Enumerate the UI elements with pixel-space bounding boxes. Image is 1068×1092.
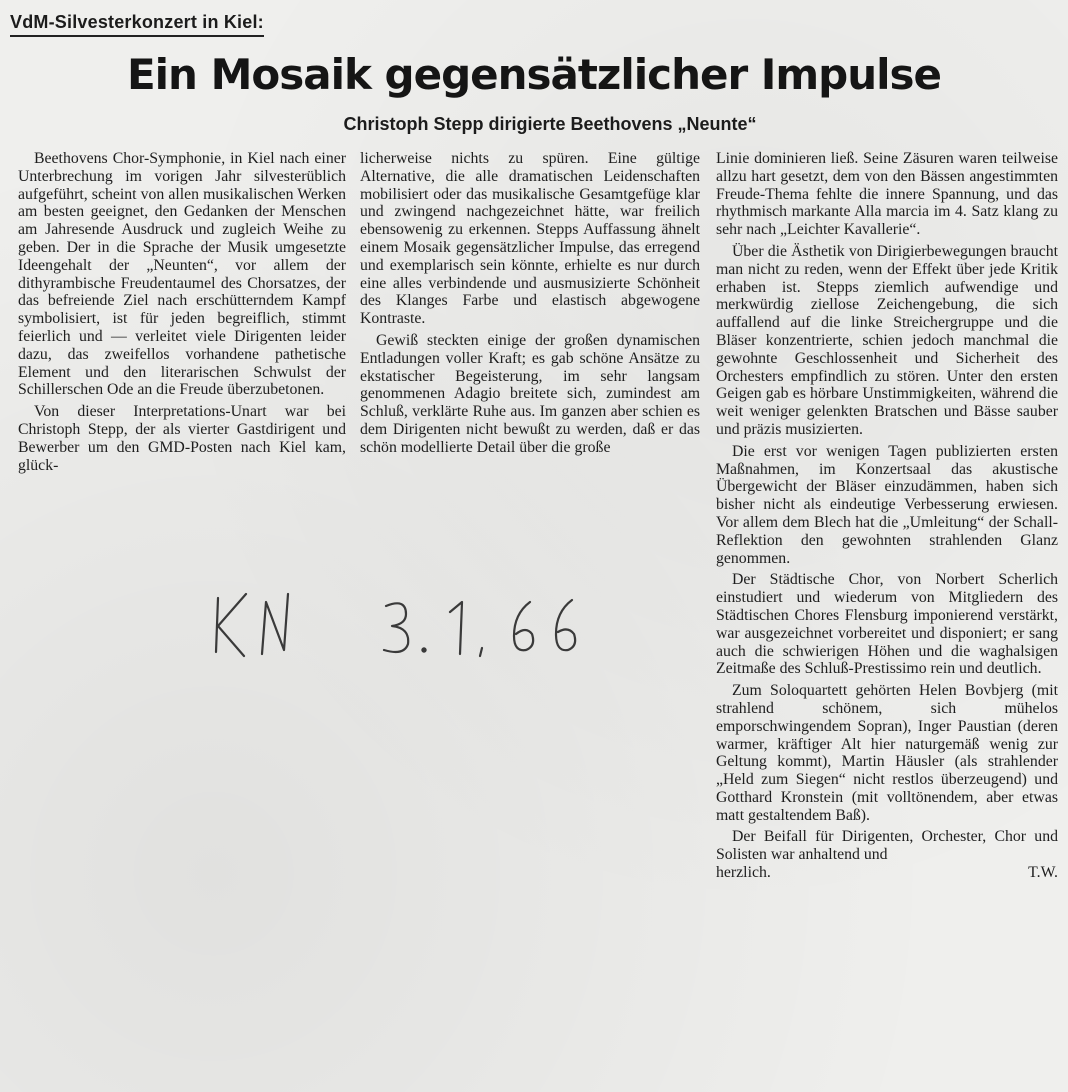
paragraph: Von dieser Interpretations-Unart war bei Christoph Stepp, der als vierter Gastdirigent und Bewerber um den GMD-Posten nach Kiel kam, glück- xyxy=(18,403,346,474)
kicker: VdM-Silvesterkonzert in Kiel: xyxy=(10,12,264,37)
paragraph: Zum Soloquartett gehörten Helen Bovbjerg (mit strahlend schönem, sich mühelos emporschwingendem Sopran), Inger Paustian (deren warmer, kräftiger Alt hier naturgemäß wenig zur Geltung kommt), Martin Häusler (als strahlender „Held zum Siegen“ nicht restlos überzeugend) und Gotthard Kronstein (mit volltönendem, aber etwas matt gestaltendem Baß). xyxy=(716,682,1058,824)
article-column-3 xyxy=(716,150,1058,882)
article-column-1 xyxy=(18,150,346,478)
article-column-2 xyxy=(360,150,700,461)
paragraph: Der Beifall für Dirigenten, Orchester, Chor und Solisten war anhaltend und xyxy=(716,828,1058,864)
paragraph: Die erst vor wenigen Tagen publizierten ersten Maßnahmen, im Konzertsaal das akustische Übergewicht der Bläser einzudämmen, haben sich bisher nicht als eindeutige Verbesserung erwiesen. Vor allem dem Blech hat die „Umleitung“ der Schall-Reflektion den gewohnten strahlenden Glanz genommen. xyxy=(716,442,1058,567)
closing-line xyxy=(716,864,1058,882)
paragraph: Beethovens Chor-Symphonie, in Kiel nach einer Unterbrechung im vorigen Jahr silvesterüblich aufgeführt, scheint von allen musikalischen Werken am besten geeignet, den Gedanken der Menschen am Jahresende Ausdruck und zugleich Weihe zu geben. Der in die Sprache der Musik umgesetzte Ideengehalt der „Neunten“, vor allem der dithyrambische Freudentaumel des Chorsatzes, der das befreiende Ziel nach erschütterndem Kampf symbolisiert, ist für jeden begreiflich, stimmt feierlich und — verleitet viele Dirigenten leider dazu, das zweifellos vorhandene pathetische Element und den literarischen Schwulst der Schillerschen Ode an die Freude überzubetonen. xyxy=(18,150,346,399)
paragraph: Der Städtische Chor, von Norbert Scherlich einstudiert und wiederum von Mitgliedern des Städtischen Chores Flensburg imponierend verstärkt, war ausgezeichnet vorbereitet und disponiert; er sang auch die schwierigen Höhen und die waghalsigen Zeitmaße des Schluß-Prestissimo rein und deutlich. xyxy=(716,571,1058,678)
headline: Ein Mosaik gegensätzlicher Impulse xyxy=(126,50,942,99)
paragraph: Über die Ästhetik von Dirigierbewegungen braucht man nicht zu reden, wenn der Effekt über jede Kritik erhaben ist. Stepps ziemlich aufwendige und merkwürdig ziellose Zeichengebung, die sich auffallend auf die linke Streichergruppe und die Bläser konzentrierte, schien jedoch manchmal die gewohnte Geschlossenheit und Sicherheit des Orchesters empfindlich zu stören. Unter den ersten Geigen gab es hörbare Unstimmigkeiten, während die weit weniger gelenkten Bratschen und Bässe sauber und präzis musizierten. xyxy=(716,242,1058,438)
paragraph: Linie dominieren ließ. Seine Zäsuren waren teilweise allzu hart gesetzt, dem von den Bässen angestimmten Freude-Thema fehlte die innere Spannung, und das rhythmisch markante Alla marcia im 4. Satz klang zu sehr nach „Leichter Kavallerie“. xyxy=(716,150,1058,239)
author-signature: T.W. xyxy=(1028,864,1058,882)
paragraph: licherweise nichts zu spüren. Eine gültige Alternative, die alle dramatischen Leidenschaften mobilisiert oder das musikalische Gesamtgefüge klar und zwingend nachgezeichnet hätte, war freilich ebensowenig zu erkennen. Stepps Auffassung ähnelt einem Mosaik gegensätzlicher Impulse, das erregend und exemplarisch sein könnte, erhielte es nur durch eine alles verbindende und ausmusizierte Schönheit des Klanges Farbe und elastisch abgewogene Kontraste. xyxy=(360,150,700,328)
closing-word: herzlich. xyxy=(716,864,771,882)
handwritten-date-note xyxy=(200,580,600,670)
subheadline: Christoph Stepp dirigierte Beethovens „Neunte“ xyxy=(343,114,757,134)
paragraph: Gewiß steckten einige der großen dynamischen Entladungen voller Kraft; es gab schöne Ansätze zu ekstatischer Begeisterung, im sehr langsam genommenen Adagio breitete sich, zumindest am Schluß, verklärte Ruhe aus. Im ganzen aber schien es dem Dirigenten nicht bewußt zu werden, daß er das schön modellierte Detail über die große xyxy=(360,331,700,456)
